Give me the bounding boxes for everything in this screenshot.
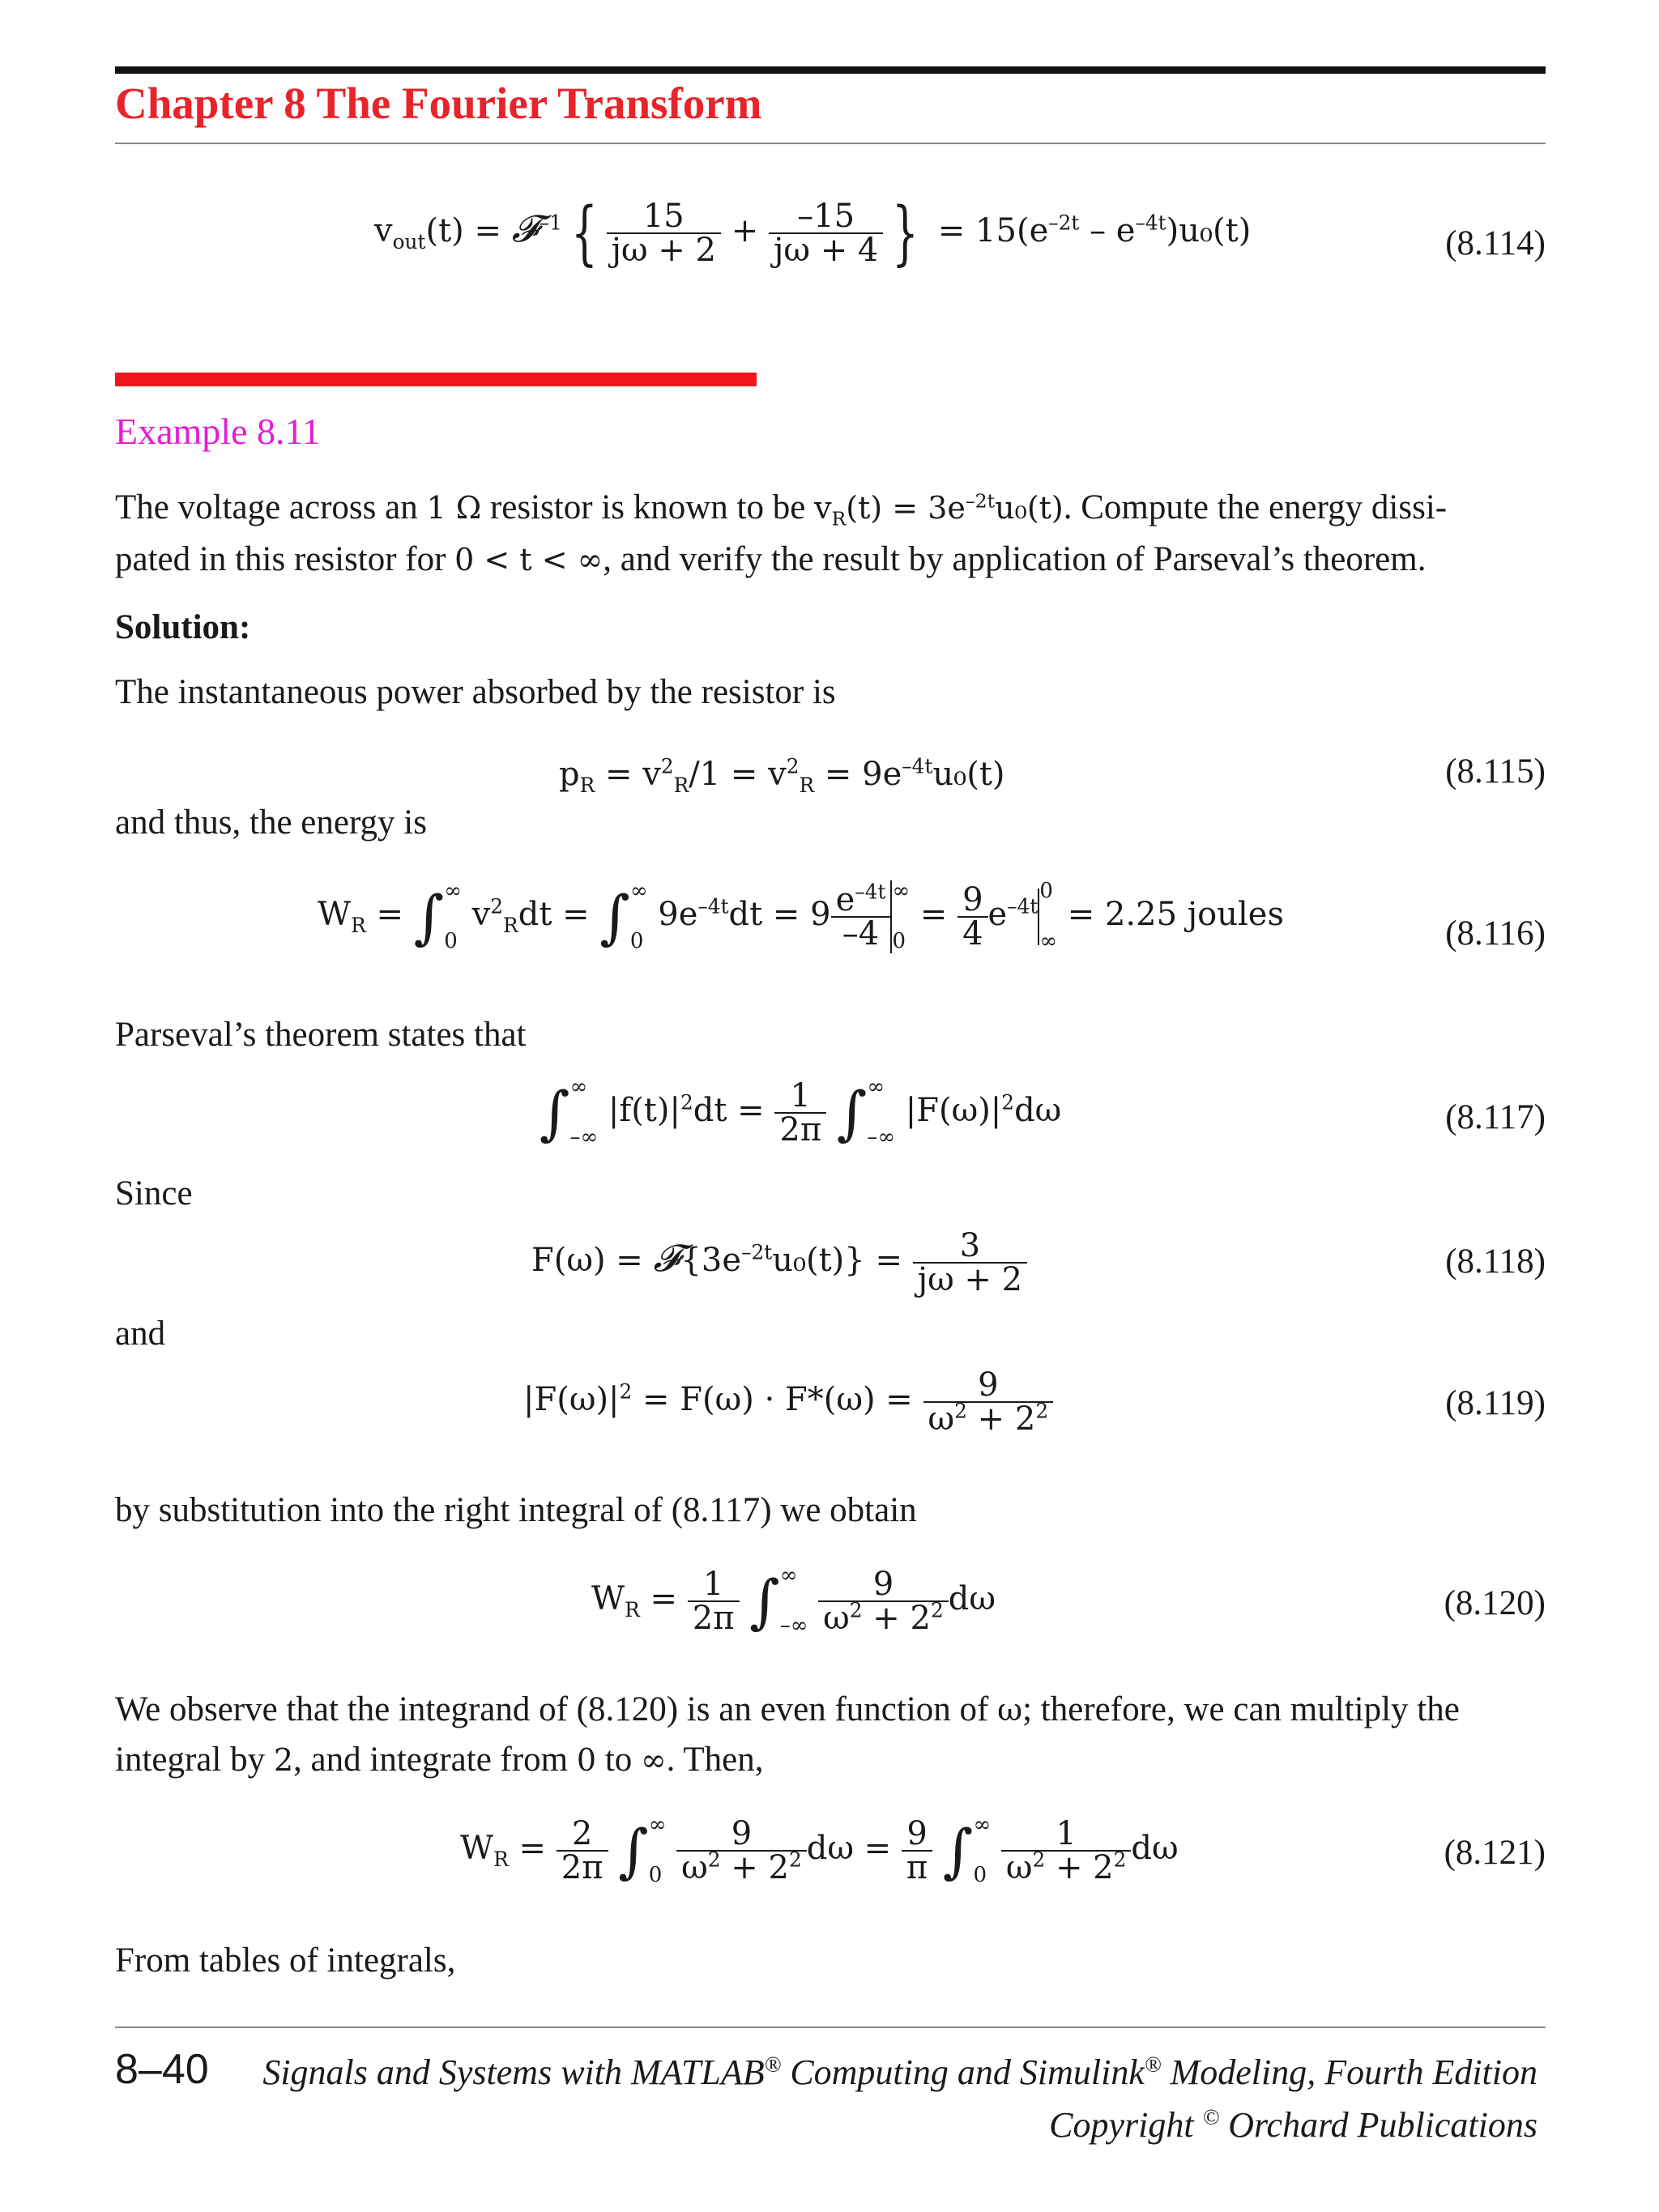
equation-number-8-119: (8.119) (1445, 1384, 1546, 1422)
text-instantaneous-power: The instantaneous power absorbed by the resistor is (115, 673, 836, 711)
header-top-rule (115, 66, 1546, 74)
text-since: Since (115, 1174, 193, 1213)
equation-number-8-116: (8.116) (1445, 914, 1546, 953)
problem-line-2: pated in this resistor for 0 < t < ∞, and verify the result by application of Parseval’s theorem. (115, 540, 1427, 578)
problem-line-1: The voltage across an 1 Ω resistor is known to be $v_R(t) = 3e^{-2t}u_0(t)$. Compute the energy dissi- (115, 488, 1448, 531)
text-tables-of-integrals: From tables of integrals, (115, 1941, 456, 1980)
equation-8-114: $v_{out}(t)$ = 𝓕$^{-1}$ { $\frac{15}{j\omega + 2}$ + $\frac{-15}{j\omega + 4}$ } = $15(e^{-2t} - e^{-4t})u_0(t)$ (374, 193, 1252, 274)
equation-8-117: ∫∞ –∞ $|f(t)|^2dt$ = $\frac{1}{2\pi}$ ∫∞ –∞ $|F(\omega)|^2d\omega$ (539, 1075, 1062, 1150)
equation-8-120: $W_R$ = $\frac{1}{2\pi}$ ∫∞ –∞ $\frac{9}{\omega^2 + 2^2}$ dω (591, 1563, 996, 1639)
text-parseval-states: Parseval’s theorem states that (115, 1016, 527, 1054)
equation-8-121: $W_R$ = $\frac{2}{2\pi}$ ∫∞ 0 $\frac{9}{\omega^2 + 2^2}$ dω = $\frac{9}{\pi}$ ∫∞ 0 $\frac{1}{\omega^2 + 2^2}$ dω (460, 1813, 1179, 1888)
equation-8-116: $W_R$ = ∫∞ 0 $v^2_Rdt$ = ∫∞ 0 $9e^{-4t}dt = 9$ $\frac{e^{-4t}}{-4}$ ∞ 0 = $\frac{9}{4}$ $e^{-4t}0$ ∞ = 2.25 joules (318, 879, 1284, 954)
equation-number-8-120: (8.120) (1444, 1584, 1546, 1622)
header-divider (115, 143, 1546, 144)
text-and: and (115, 1315, 166, 1353)
equation-8-119: $|F(\omega)|^2 = F(\omega) \cdot F*(\omega)$ = $\frac{9}{\omega^2 + 2^2}$ (523, 1369, 1053, 1435)
equation-number-8-118: (8.118) (1445, 1242, 1546, 1281)
solution-heading: Solution: (115, 608, 251, 646)
equation-8-118: $F(\omega) = 𝓕\{3e^{-2t}u_0(t)\}$ = $\frac{3}{j\omega + 2}$ (531, 1230, 1027, 1296)
chapter-title: Chapter 8 The Fourier Transform (115, 79, 762, 128)
example-separator-bar (115, 373, 757, 386)
equation-number-8-117: (8.117) (1445, 1098, 1546, 1136)
text-even-function-line-1: We observe that the integrand of (8.120) is an even function of ω; therefore, we can multiply the (115, 1690, 1460, 1728)
equation-number-8-121: (8.121) (1444, 1834, 1546, 1872)
equation-number-8-114: (8.114) (1445, 224, 1546, 262)
footer-divider (115, 2027, 1546, 2028)
text-even-function-line-2: integral by 2, and integrate from 0 to ∞. Then, (115, 1741, 764, 1779)
text-substitution: by substitution into the right integral of (8.117) we obtain (115, 1491, 917, 1529)
footer-book-title: Signals and Systems with MATLAB® Computing and Simulink® Modeling, Fourth Edition (262, 2052, 1537, 2092)
equation-number-8-115: (8.115) (1445, 752, 1546, 791)
text-energy-is: and thus, the energy is (115, 803, 427, 842)
example-title: Example 8.11 (115, 411, 321, 452)
page-number: 8–40 (115, 2046, 209, 2093)
equation-8-115: $p_R = v^2_R/1 = v^2_R = 9e^{-4t}u_0(t)$ (559, 754, 1005, 797)
footer-copyright: Copyright © Orchard Publications (1049, 2104, 1537, 2145)
